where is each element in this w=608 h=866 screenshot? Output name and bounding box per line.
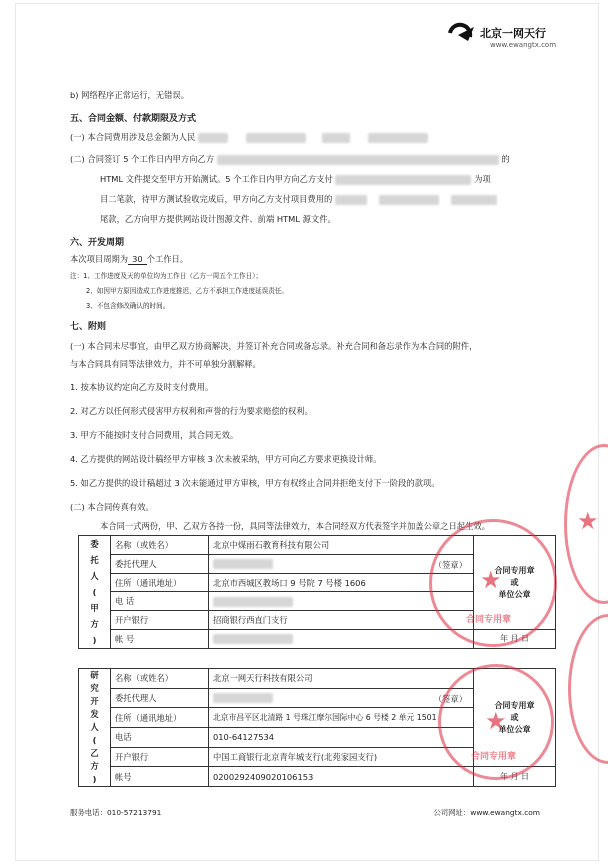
party-b-side-label: 研 究 开 发 人 ( 乙 方 )	[79, 669, 111, 787]
line-7-1b: 与本合同具有同等法律效力，并不可单独分割解释。	[70, 359, 261, 369]
section-5-title: 五、合同金额、付款期限及方式	[70, 114, 197, 124]
document-page	[16, 4, 598, 860]
item-2: 2. 对乙方以任何形式侵害甲方权利和声誉的行为要求赔偿的权利。	[70, 406, 313, 416]
party-b-seal-area: 合同专用章 或 单位公章	[474, 669, 556, 767]
party-b-label-account: 帐号	[111, 767, 209, 787]
note-1: 注：1、工作进度及天的单位均为工作日（乙方一周五个工作日）；	[70, 272, 263, 280]
line-5-2e: 尾款，乙方向甲方提供网站设计图源文件、前端 HTML 源文件。	[100, 214, 336, 224]
seal-b-text: 合同专用章	[471, 752, 517, 762]
party-b-value-phone: 010-64127534	[209, 727, 474, 747]
party-a-date: 年 月 日	[474, 630, 556, 649]
party-a-side-label: 委 托 人 ( 甲 方 )	[79, 536, 111, 649]
party-b-value-name: 北京一网天行科技有限公司	[209, 669, 474, 689]
line-5-2d: 目二笔款，待甲方测试验收完成后，甲方向乙方支付项目费用的	[100, 194, 497, 205]
logo-name: 北京一网天行	[480, 27, 546, 40]
item-5: 5. 如乙方提供的设计稿超过 3 次未能通过甲方审核，甲方有权终止合同并拒绝支付下一阶段的款项。	[70, 478, 440, 488]
seal-star-icon: ★	[485, 707, 507, 735]
party-a-label-name: 名称（或姓名）	[111, 536, 209, 555]
party-a-seal-area: 合同专用章 或 单位公章	[474, 536, 556, 630]
note-2: 2、如因甲方原因造成工作进度推迟，乙方不承担工作进度延误责任。	[86, 287, 289, 295]
seal-stamp-a	[429, 519, 557, 647]
party-b-label-bank: 开户银行	[111, 747, 209, 767]
party-b-value-address: 北京市昌平区北清路 1 号珠江摩尔国际中心 6 号楼 2 单元 1501	[209, 708, 474, 728]
section-7-title: 七、附则	[70, 322, 107, 332]
party-b-value-agent: （签章）	[209, 688, 474, 708]
line-7-2b: 本合同一式两份，甲、乙双方各持一份，具同等法律效力，本合同经双方代表签字并加盖公章之日起生效。	[100, 521, 490, 531]
seal-star-icon: ★	[577, 507, 599, 535]
party-a-value-agent: （签章）	[209, 554, 474, 573]
party-b-value-account: 0200292409020106153	[209, 767, 474, 787]
party-b-value-bank: 中国工商银行北京青年城支行(北苑家园支行)	[209, 747, 474, 767]
seal-star-icon: ★	[480, 566, 502, 594]
line-b: b) 网络程序正常运行，无错误。	[70, 90, 190, 100]
party-b-label-name: 名称（或姓名）	[111, 669, 209, 689]
party-b-label-phone: 电话	[111, 727, 209, 747]
seal-stamp-edge-1	[564, 444, 608, 604]
party-a-label-phone: 电 话	[111, 592, 209, 611]
line-7-1: (一) 本合同未尽事宜，由甲乙双方协商解决，并签订补充合同或备忘录。补充合同和备忘录作为本合同的附件，	[70, 341, 478, 351]
party-a-label-agent: 委托代理人	[111, 554, 209, 573]
party-b-date: 年 月 日	[474, 767, 556, 787]
line-5-2a: (二) 合同签订 5 个工作日内甲方向乙方 的	[70, 154, 510, 164]
party-a-label-address: 住所（通讯地址）	[111, 573, 209, 592]
party-b-label-agent: 委托代理人	[111, 688, 209, 708]
line-5-1: (一) 本合同费用涉及总金额为人民	[70, 132, 428, 143]
section-6-title: 六、开发周期	[70, 238, 125, 248]
item-3: 3. 甲方不能按时支付合同费用，其合同无效。	[70, 430, 239, 440]
party-a-value-address: 北京市西城区教场口 9 号院 7 号楼 1606	[209, 573, 474, 592]
seal-stamp-edge-2	[568, 614, 608, 764]
party-a-value-name: 北京中煤雨石教育科技有限公司	[209, 536, 474, 555]
item-4: 4. 乙方提供的网站设计稿经甲方审核 3 次未被采纳，甲方可向乙方要求更换设计师。	[70, 454, 382, 464]
line-6: 本次项目周期为 30 个工作日。	[70, 254, 189, 264]
logo-mark-icon	[446, 21, 476, 45]
line-7-2: (二) 本合同传真有效。	[70, 502, 154, 512]
party-b-label-address: 住所（通讯地址）	[111, 708, 209, 728]
party-a-value-bank: 招商银行西直门支行	[209, 611, 474, 630]
note-3: 3、不包含修改确认的时间。	[86, 302, 170, 310]
seal-stamp-b	[438, 664, 554, 780]
company-logo	[446, 18, 557, 49]
footer-phone: 服务电话：010-57213791	[70, 808, 162, 817]
item-1: 1. 按本协议约定向乙方及时支付费用。	[70, 382, 214, 392]
line-5-2c: HTML 文件提交至甲方开始测试。5 个工作日内甲方向乙方支付 为项	[100, 174, 491, 184]
party-a-label-account: 帐 号	[111, 630, 209, 649]
footer-site: 公司网址：www.ewangtx.com	[433, 808, 540, 817]
party-a-value-account	[209, 630, 474, 649]
logo-site: www.ewangtx.com	[490, 41, 557, 49]
seal-a-text: 合同专用章	[466, 615, 512, 625]
party-a-label-bank: 开户银行	[111, 611, 209, 630]
